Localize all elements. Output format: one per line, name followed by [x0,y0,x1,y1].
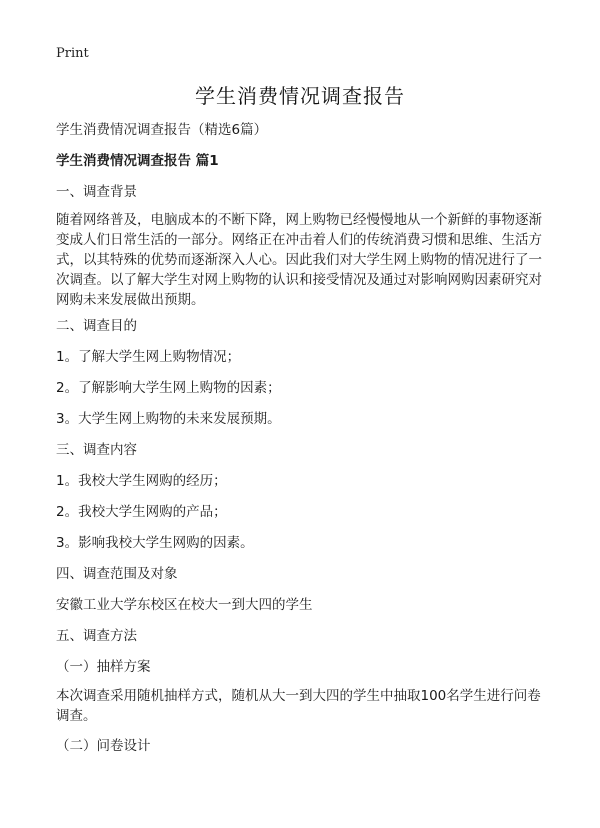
s1-paragraph-line: 网购未来发展做出预期。 [56,292,205,308]
s5-sampling-paragraph [56,686,556,726]
s3-item: 2。我校大学生网购的产品； [56,504,227,520]
s5-heading: 五、调查方法 [56,628,137,644]
s1-paragraph-line: 随着网络普及，电脑成本的不断下降，网上购物已经慢慢地从一个新鲜的事物逐渐 [56,212,542,228]
s4-heading: 四、调查范围及对象 [56,566,178,582]
s1-paragraph [56,210,556,310]
s2-item: 3。大学生网上购物的未来发展预期。 [56,411,281,427]
s3-item: 3。影响我校大学生网购的因素。 [56,535,254,551]
section-heading: 学生消费情况调查报告 篇1 [56,153,219,169]
s5-subheading-sampling: （一）抽样方案 [56,659,151,675]
s3-item: 1。我校大学生网购的经历； [56,473,227,489]
s1-paragraph-line: 变成人们日常生活的一部分。网络正在冲击着人们的传统消费习惯和思维、生活方 [56,232,542,248]
s2-heading: 二、调查目的 [56,318,137,334]
s5-subheading-questionnaire: （二）问卷设计 [56,738,151,754]
document-subtitle: 学生消费情况调查报告（精选6篇） [56,122,268,138]
s2-item: 2。了解影响大学生网上购物的因素； [56,380,281,396]
print-label[interactable]: Print [56,46,89,61]
s5-paragraph-line: 本次调查采用随机抽样方式，随机从大一到大四的学生中抽取100名学生进行问卷 [56,688,541,704]
s3-heading: 三、调查内容 [56,442,137,458]
s2-item: 1。了解大学生网上购物情况； [56,349,241,365]
s5-paragraph-line: 调查。 [56,708,97,724]
document-title: 学生消费情况调查报告 [195,84,405,108]
s1-paragraph-line: 式，以其特殊的优势而逐渐深入人心。因此我们对大学生网上购物的情况进行了一 [56,252,542,268]
s4-text: 安徽工业大学东校区在校大一到大四的学生 [56,597,313,613]
s1-paragraph-line: 次调查。以了解大学生对网上购物的认识和接受情况及通过对影响网购因素研究对 [56,272,542,288]
s1-heading: 一、调查背景 [56,184,137,200]
